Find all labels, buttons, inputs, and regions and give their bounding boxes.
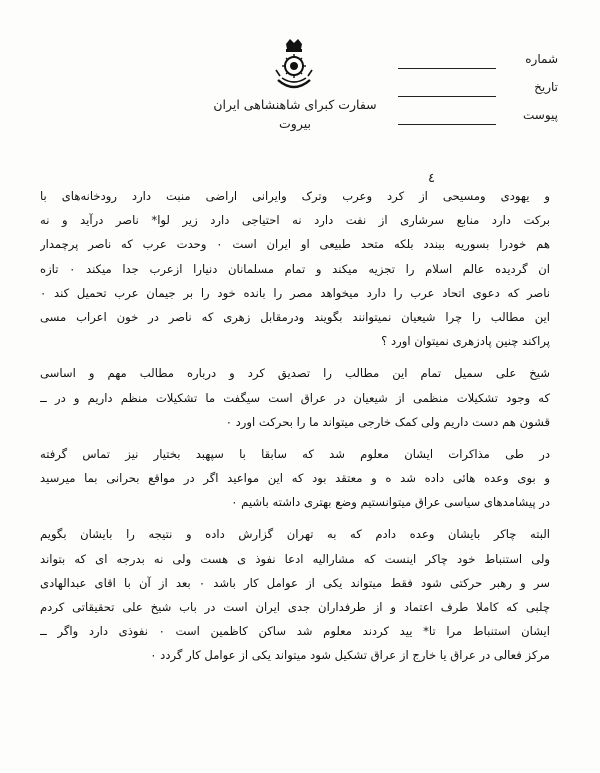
embassy-title: سفارت کبرای شاهنشاهی ایران <box>213 97 377 112</box>
date-blank-line <box>398 96 496 97</box>
attachment-label: پیوست <box>523 108 558 122</box>
text-line: و یهودی ومسیحی از کرد وعرب وترک وایرانی اراضی منبت دارد رودخانه‌های با <box>40 189 550 203</box>
text-line: هم خودرا بسوریه ببندد بلکه متحد طبیعی او ایران است ۰ وحدت عرب که ناصر پرچمدار <box>40 237 550 252</box>
reference-fields <box>398 48 558 132</box>
text-line: پراکند چنین پادزهری نمیتوان اورد ؟ <box>381 334 550 349</box>
text-line: قشون هم دست داریم ولی کمک خارجی میتواند ما را بحرکت اورد ۰ <box>225 414 550 429</box>
text-line: در پیشامدهای سیاسی عراق میتوانستیم وضع بهتری داشته باشیم ۰ <box>231 495 550 510</box>
page-number: ٤ <box>428 171 435 186</box>
text-line: این مطالب را چرا شیعیان نمیتوانند بگویند ودرمقابل زهری که ناصر در خون اعراب مسی‌ <box>40 309 550 324</box>
attachment-blank-line <box>398 124 496 125</box>
lion-and-sun-emblem-icon <box>268 36 320 96</box>
date-field <box>398 76 558 104</box>
paragraph <box>40 522 550 667</box>
text-line: چلبی که کاملا طرف اعتماد و از طرفداران جدی ایران است در باب شیخ علی تحقیقاتی کردم <box>40 600 550 614</box>
number-field <box>398 48 558 76</box>
number-label: شماره <box>525 52 558 66</box>
paragraph <box>40 442 550 515</box>
text-line: شیخ علی سمیل تمام این مطالب را تصدیق کرد و درباره مطالب مهم و اساسی <box>40 366 550 381</box>
text-line: ان گردیده عالم اسلام را تجزیه میکند و تمام مسلمانان دنیارا ازعرب جدا میکند ۰ تازه <box>40 261 550 276</box>
text-line: البته چاکر بایشان وعده دادم که به تهران گزارش داده و نتیجه را بایشان بگویم <box>40 527 550 542</box>
text-line: که وجود تشکیلات منظمی از شیعیان در عراق است سیگفت ما تشکیلات منظم داریم و در ــ <box>40 390 550 405</box>
embassy-city: بیروت <box>279 116 311 131</box>
text-line: ولی استنباط خود چاکر اینست که مشارالیه ادعا نفوذ ی هست ولی نه بدرجه ای که بتواند <box>40 551 550 566</box>
text-line: در طی مذاکرات ایشان معلوم شد که سابقا با سپهبد بختیار نیز تماس گرفته <box>40 446 550 461</box>
letter-body <box>40 184 550 668</box>
embassy-letterhead <box>205 96 385 133</box>
text-line: ایشان استنباط مرا تا* یید کردند معلوم شد ساکن کاظمین است ۰ نفوذی دارد واگر ــ <box>40 624 550 639</box>
text-line: مرکز فعالی در عراق یا خارج از عراق تشکیل شود میتواند یکی از عوامل کار گردد ۰ <box>150 648 550 663</box>
text-line: ناصر که دعوی اتحاد عرب را دارد میخواهد مصر را بانده خود را بر جیمان عرب تحمیل کند ۰ <box>40 285 550 300</box>
attachment-field <box>398 104 558 132</box>
text-line: سر و رهبر حرکتی شود فقط میتواند یکی از عوامل کار باشد ۰ بعد از آن با اقای عبدالهادی <box>40 575 550 590</box>
paragraph <box>40 361 550 434</box>
date-label: تاریخ <box>534 80 558 94</box>
number-blank-line <box>398 68 496 69</box>
text-line: برکت دارد منابع سرشاری از نفت دارد نه احتیاجی دارد زیر لوا* ناصر درآید و نه <box>40 213 550 228</box>
text-line: و بوی وعده هائی داده شد ه و معتقد بود که این مواعید اگر در مواقع بحرانی بما میرسید <box>40 471 550 486</box>
paragraph <box>40 184 550 353</box>
